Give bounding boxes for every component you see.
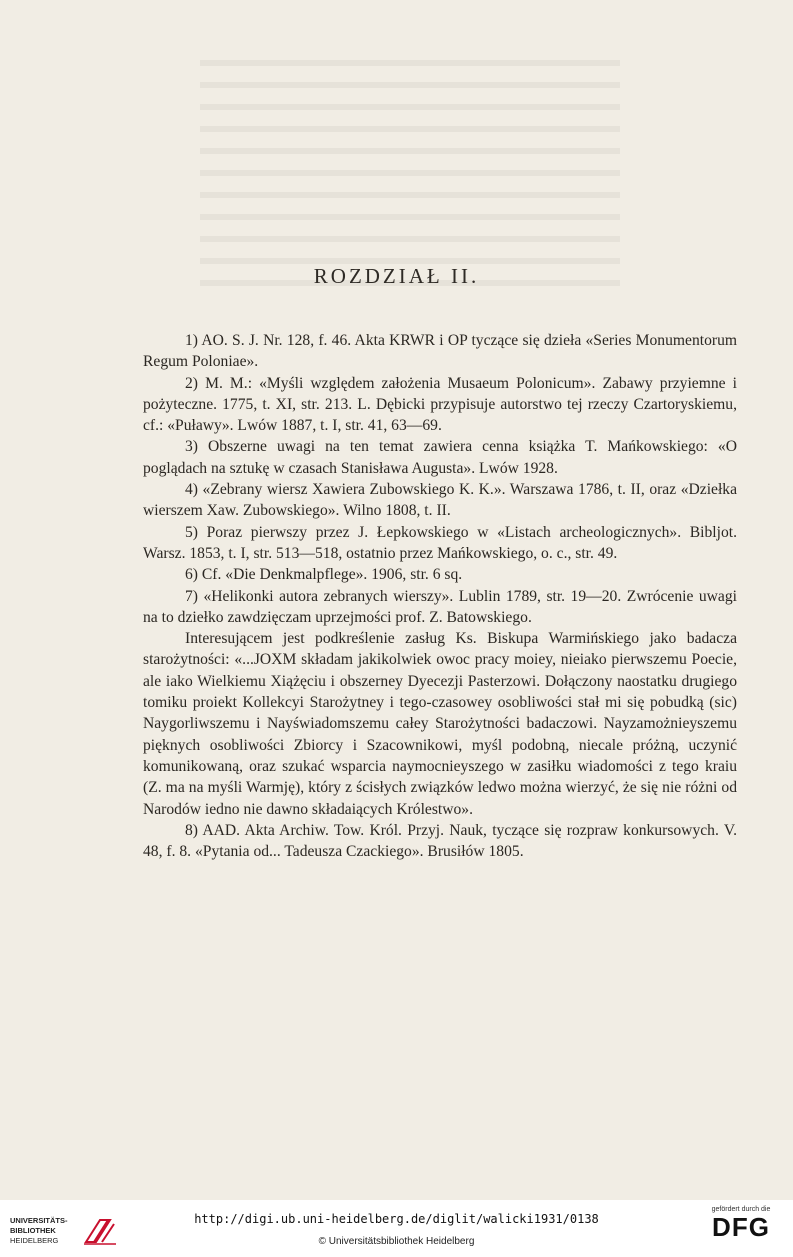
footer-bar: [0, 1200, 793, 1257]
footer-url-link[interactable]: http://digi.ub.uni-heidelberg.de/diglit/walicki1931/0138: [194, 1212, 599, 1226]
footnotes: [143, 330, 737, 862]
library-name-line: UNIVERSITÄTS-: [10, 1216, 68, 1225]
footnote: 8) AAD. Akta Archiw. Tow. Król. Przyj. Nauk, tyczące się rozpraw konkursowych. V. 48, f. 8. «Pytania od... Tadeusza Czackiego». Brusiłów 1805.: [143, 821, 737, 861]
footer-copyright: © Universitätsbibliothek Heidelberg: [318, 1236, 475, 1247]
footnote: 7) «Helikonki autora zebranych wierszy». Lublin 1789, str. 19—20. Zwrócenie uwagi na to dziełko zawdzięczam uprzejmości prof. Z. Batowskiego.: [143, 587, 737, 626]
footnote-paragraph: Interesującem jest podkreślenie zasług Ks. Biskupa Warmińskiego jako badacza starożytności: «...JOXM składam jakikolwiek owoc pracy moiey, nieiako pierwszemu Poecie, ale iako Wielkiemu Xiążęciu i obszerney Dyecezji Pasterzowi. Dołączony naostatku drugiego tomiku proiekt Kollekcyi Starożytney i tego-czasowey osobliwości stał mi się pobudką (sic) Naygorliwszemu i Nayświadomszemu całey Starożytności badaczowi. Nayzamożnieyszemu pięknych osobliwości Zbiorcy i Szacownikowi, myśl podobną, niecale próżną, uczynić komunikowaną, oraz szukać wsparcia naymocnieyszego w zasiłku wiadomości z tego kraiu (Z. ma na myśli Warmję), który z ścisłych związków ledwo można wierzyć, że się nie różni od Narodów iedno nie dawno składaiących Królestwo».: [143, 630, 737, 818]
dfg-logo[interactable]: [701, 1206, 781, 1241]
dfg-wordmark: DFG: [712, 1212, 770, 1242]
footnote: 1) AO. S. J. Nr. 128, f. 46. Akta KRWR i OP tyczące się dzieła «Series Monumentorum Regum Poloniae».: [143, 332, 737, 371]
footnote: 6) Cf. «Die Denkmalpflege». 1906, str. 6 sq.: [185, 566, 463, 584]
footnote: 3) Obszerne uwagi na ten temat zawiera cenna książka T. Mańkowskiego: «O poglądach na sztukę w czasach Stanisława Augusta». Lwów 1928.: [143, 438, 737, 477]
library-name-line: HEIDELBERG: [10, 1236, 59, 1245]
funded-by-text: gefördert durch die: [711, 1206, 771, 1213]
bleed-through-texture: [200, 60, 620, 290]
footnote: 2) M. M.: «Myśli względem założenia Musaeum Polonicum». Zabawy przyiemne i pożyteczne. 1775, t. XI, str. 213. L. Dębicki przypisuje autorstwo tej rzeczy Czartoryskiemu, cf.: «Puławy». Lwów 1887, t. I, str. 41, 63—69.: [143, 374, 737, 435]
chapter-title: ROZDZIAŁ II.: [313, 264, 480, 288]
library-name-line: BIBLIOTHEK: [10, 1226, 56, 1235]
footnote: 5) Poraz pierwszy przez J. Łepkowskiego w «Listach archeologicznych». Bibljot. Warsz. 1853, t. I, str. 513—518, ostatnio przez Mańkowskiego, o. c., str. 49.: [143, 523, 737, 562]
footnote: 4) «Zebrany wiersz Xawiera Zubowskiego K. K.». Warszawa 1786, t. II, oraz «Dziełka wierszem Xaw. Zubowskiego». Wilno 1808, t. II.: [143, 481, 737, 520]
